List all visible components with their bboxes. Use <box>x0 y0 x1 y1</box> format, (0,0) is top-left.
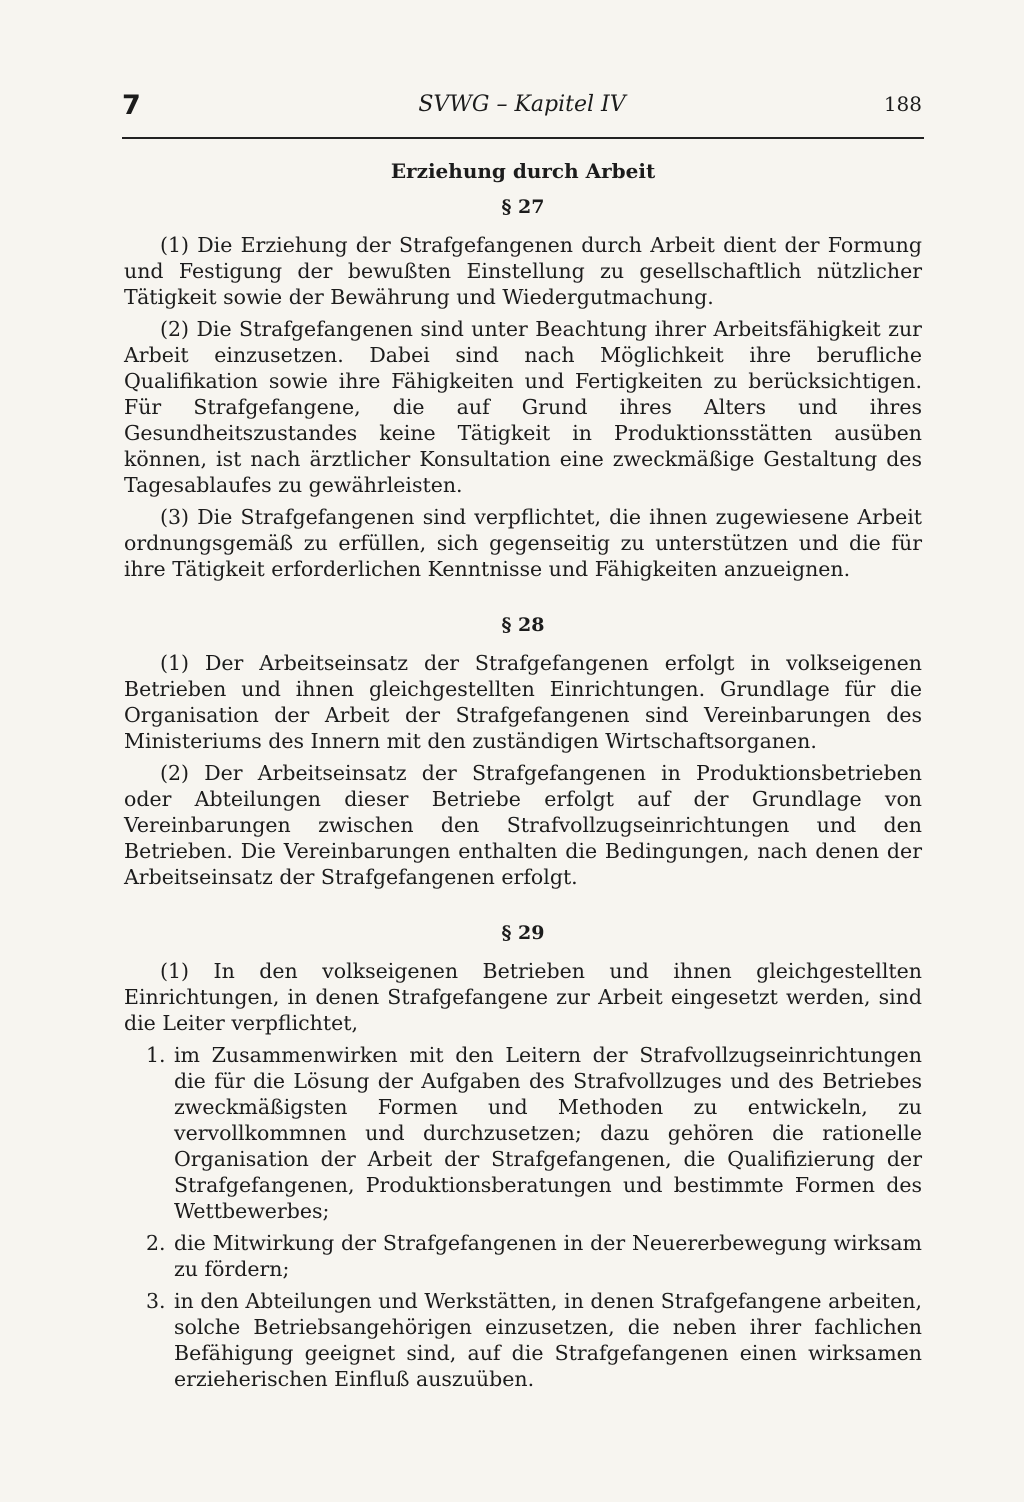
s29-para-1: (1) In den volkseigenen Betrieben und ihnen gleichgestellten Einrichtungen, in denen Strafgefangene zur Arbeit eingesetzt werden, sind die Leiter verpflichtet, <box>124 959 922 1035</box>
page-number: 188 <box>883 92 922 116</box>
s27-para-2: (2) Die Strafgefangenen sind unter Beachtung ihrer Arbeitsfähigkeit zur Arbeit einzusetzen. Dabei sind nach Möglichkeit ihre berufliche Qualifikation sowie ihre Fähigkeiten und Fertigkeiten zu berücksichtigen. Für Strafgefangene, die auf Grund ihres Alters und ihres Gesundheitszustandes keine Tätigkeit in Produktionsstätten ausüben können, ist nach ärztlicher Konsultation eine zweckmäßige Gestaltung des Tagesablaufes zu gewährleisten. <box>124 317 922 497</box>
list-item <box>124 1230 922 1282</box>
s29-list <box>124 1042 922 1392</box>
section-title: Erziehung durch Arbeit <box>390 159 656 183</box>
list-item-number: 3. <box>146 1289 166 1313</box>
chapter-number: 7 <box>122 90 141 121</box>
s28-para-2: (2) Der Arbeitseinsatz der Strafgefangenen in Produktionsbetrieben oder Abteilungen dieser Betriebe erfolgt auf der Grundlage von Vereinbarungen zwischen den Strafvollzugseinrichtungen und den Betrieben. Die Vereinbarungen enthalten die Bedingungen, nach denen der Arbeitseinsatz der Strafgefangenen erfolgt. <box>124 761 922 889</box>
paragraph-sign-29: § 29 <box>501 922 545 944</box>
header-rule <box>122 137 924 139</box>
page-header <box>122 90 922 130</box>
list-item <box>124 1042 922 1224</box>
s27-para-3: (3) Die Strafgefangenen sind verpflichtet, die ihnen zugewiesene Arbeit ordnungsgemäß zu erfüllen, sich gegenseitig zu unterstützen und die für ihre Tätigkeit erforderlichen Kenntnisse und Fähigkeiten anzueignen. <box>124 505 922 581</box>
list-item-number: 1. <box>146 1043 166 1067</box>
page-body <box>124 158 922 1398</box>
s28-para-1: (1) Der Arbeitseinsatz der Strafgefangenen erfolgt in volkseigenen Betrieben und ihnen gleichgestellten Einrichtungen. Grundlage für die Organisation der Arbeit der Strafgefangenen sind Vereinbarungen des Ministeriums des Innern mit den zuständigen Wirtschaftsorganen. <box>124 651 922 753</box>
list-item-text: in den Abteilungen und Werkstätten, in denen Strafgefangene arbeiten, solche Betriebsangehörigen einzusetzen, die neben ihrer fachlichen Befähigung geeignet sind, auf die Strafgefangenen einen wirksamen erzieherischen Einfluß auszuüben. <box>174 1289 922 1391</box>
list-item-text: im Zusammenwirken mit den Leitern der Strafvollzugseinrichtungen die für die Lösung der Aufgaben des Strafvollzuges und des Betriebes zweckmäßigsten Formen und Methoden zu entwickeln, zu vervollkommnen und durchzusetzen; dazu gehören die rationelle Organisation der Arbeit der Strafgefangenen, die Qualifizierung der Strafgefangenen, Produktionsberatungen und bestimmte Formen des Wettbewerbes; <box>174 1043 922 1223</box>
list-item-text: die Mitwirkung der Strafgefangenen in der Neuererbewegung wirksam zu fördern; <box>174 1231 922 1281</box>
list-item-number: 2. <box>146 1231 166 1255</box>
paragraph-sign-28: § 28 <box>501 614 545 636</box>
list-item <box>124 1288 922 1392</box>
paragraph-sign-27: § 27 <box>501 196 545 218</box>
s27-para-1: (1) Die Erziehung der Strafgefangenen durch Arbeit dient der Formung und Festigung der bewußten Einstellung zu gesellschaftlich nützlicher Tätigkeit sowie der Bewährung und Wiedergutmachung. <box>124 233 922 309</box>
running-title: SVWG – Kapitel IV <box>418 92 626 117</box>
